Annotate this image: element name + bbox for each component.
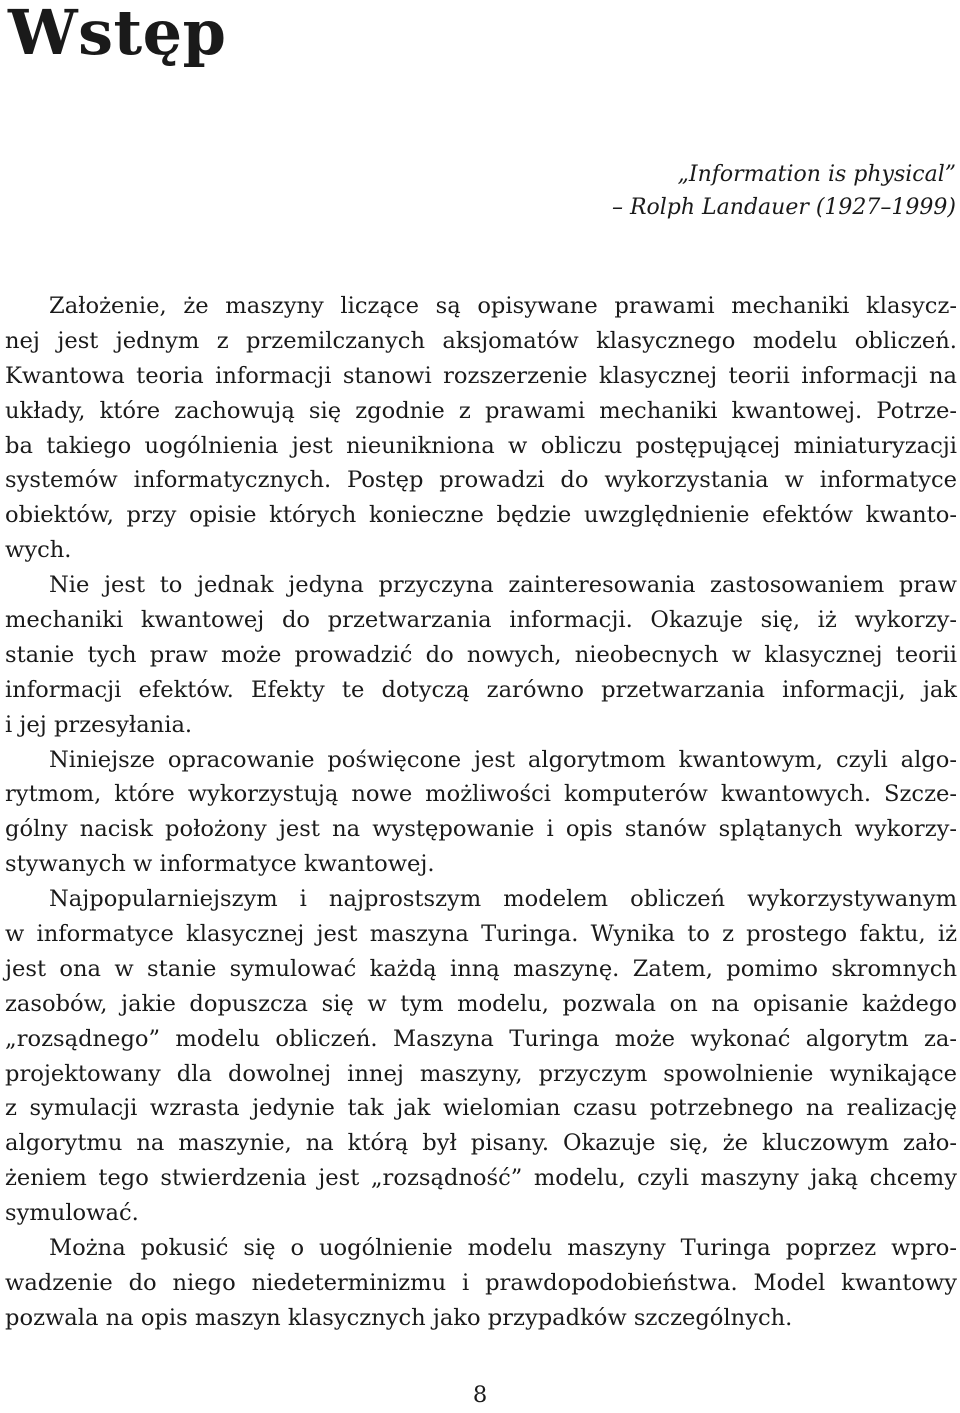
paragraph xyxy=(5,1231,957,1336)
text-line: Najpopularniejszym i najprostszym modelem obliczeń wykorzystywanym xyxy=(49,886,957,913)
text-line: stywanych w informatyce kwantowej. xyxy=(5,851,435,878)
text-line: zasobów, jakie dopuszcza się w tym modelu, pozwala on na opisanie każdego xyxy=(5,990,957,1017)
text-line: Niniejsze opracowanie poświęcone jest algorytmom kwantowym, czyli algo- xyxy=(49,746,957,773)
text-line: żeniem tego stwierdzenia jest „rozsądność” modelu, czyli maszyny jaką chcemy xyxy=(5,1165,957,1192)
paragraph xyxy=(5,289,957,568)
text-line: rytmom, które wykorzystują nowe możliwości komputerów kwantowych. Szcze- xyxy=(5,781,957,808)
text-line: w informatyce klasycznej jest maszyna Turinga. Wynika to z prostego faktu, iż xyxy=(5,921,957,948)
text-line: wadzenie do niego niedeterminizmu i prawdopodobieństwa. Model kwantowy xyxy=(5,1269,957,1296)
text-line: Nie jest to jednak jedyna przyczyna zainteresowania zastosowaniem praw xyxy=(49,572,957,599)
paragraph xyxy=(5,568,957,742)
text-line: mechaniki kwantowej do przetwarzania informacji. Okazuje się, iż wykorzy- xyxy=(5,607,957,634)
chapter-heading: Wstęp xyxy=(8,0,227,69)
body-text xyxy=(5,289,957,1336)
text-line: projektowany dla dowolnej innej maszyny, przyczym spowolnienie wynikające xyxy=(5,1060,957,1087)
text-line: Można pokusić się o uogólnienie modelu maszyny Turinga poprzez wpro- xyxy=(49,1235,957,1262)
text-line: pozwala na opis maszyn klasycznych jako przypadków szczególnych. xyxy=(5,1304,793,1331)
text-line: stanie tych praw może prowadzić do nowych, nieobecnych w klasycznej teorii xyxy=(5,641,957,668)
text-line: „rozsądnego” modelu obliczeń. Maszyna Turinga może wykonać algorytm za- xyxy=(5,1025,957,1052)
text-line: algorytmu na maszynie, na którą był pisany. Okazuje się, że kluczowym zało- xyxy=(5,1130,957,1157)
text-line: systemów informatycznych. Postęp prowadzi do wykorzystania w informatyce xyxy=(5,467,957,494)
epigraph-quote: „Information is physical” xyxy=(677,162,956,187)
text-line: nej jest jednym z przemilczanych aksjomatów klasycznego modelu obliczeń. xyxy=(5,327,957,354)
epigraph-attribution: – Rolph Landauer (1927–1999) xyxy=(611,195,956,220)
page-number: 8 xyxy=(472,1382,488,1408)
paragraph xyxy=(5,743,957,883)
text-line: jest ona w stanie symulować każdą inną maszynę. Zatem, pomimo skromnych xyxy=(5,955,957,982)
text-line: Założenie, że maszyny liczące są opisywane prawami mechaniki klasycz- xyxy=(49,293,957,319)
text-line: wych. xyxy=(5,537,72,564)
text-line: z symulacji wzrasta jedynie tak jak wielomian czasu potrzebnego na realizację xyxy=(5,1095,957,1122)
text-line: i jej przesyłania. xyxy=(5,711,193,738)
text-line: układy, które zachowują się zgodnie z prawami mechaniki kwantowej. Potrze- xyxy=(5,397,957,424)
paragraph xyxy=(5,882,957,1231)
text-line: ba takiego uogólnienia jest nieunikniona w obliczu postępującej miniaturyzacji xyxy=(5,432,957,459)
text-line: Kwantowa teoria informacji stanowi rozszerzenie klasycznej teorii informacji na xyxy=(5,362,957,389)
text-line: informacji efektów. Efekty te dotyczą zarówno przetwarzania informacji, jak xyxy=(5,676,957,703)
text-line: gólny nacisk położony jest na występowanie i opis stanów splątanych wykorzy- xyxy=(5,816,957,843)
epigraph xyxy=(612,158,956,224)
text-line: obiektów, przy opisie których konieczne będzie uwzględnienie efektów kwanto- xyxy=(5,502,957,529)
text-line: symulować. xyxy=(5,1200,139,1227)
